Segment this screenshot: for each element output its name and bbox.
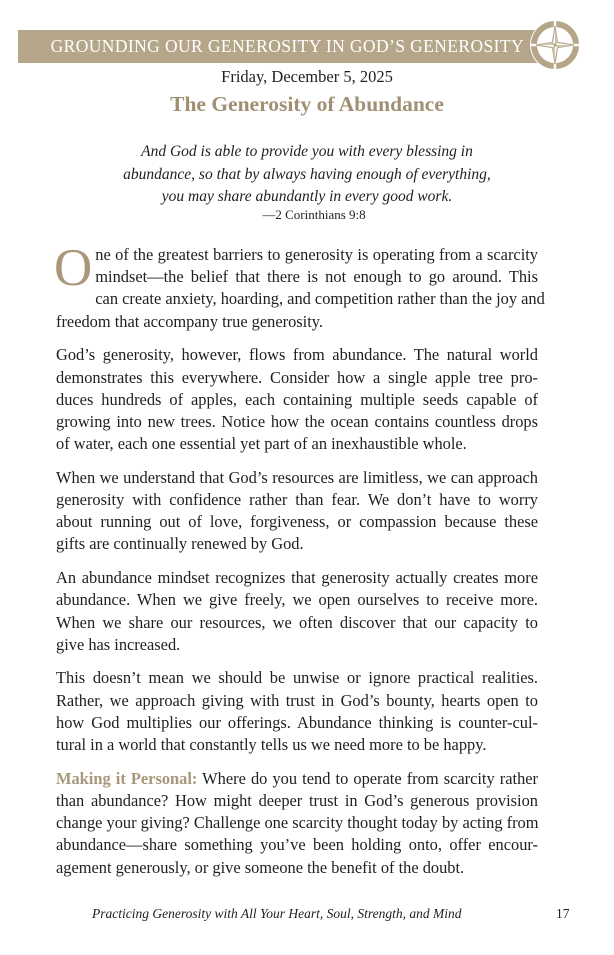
text-line: abundance—share something you’ve been holding onto, offer encour- (56, 835, 538, 855)
text-line: abundance. When we give freely, we open ourselves to receive more. (56, 590, 538, 610)
text-line: This doesn’t mean we should be unwise or ignore practical realities. (56, 668, 538, 688)
scripture-line: And God is able to provide you with every blessing in (141, 143, 473, 160)
page-number: 17 (556, 906, 570, 921)
compass-rose-icon (529, 19, 581, 71)
section-banner (18, 30, 538, 63)
text-line: tural in a world that constantly tells us we need more to be happy. (56, 735, 487, 755)
scripture-line: you may share abundantly in every good work. (161, 188, 453, 205)
drop-cap: O (54, 239, 93, 297)
paragraph-1 (54, 239, 545, 333)
text-line: how God multiplies our offerings. Abundance thinking is counter-cul- (56, 712, 538, 732)
making-it-personal-label: Making it Personal: (56, 768, 198, 788)
paragraph-5 (56, 667, 538, 756)
text-line: When we understand that God’s resources are limitless, we can approach (56, 467, 538, 487)
section-banner-text: GROUNDING OUR GENEROSITY IN GOD’S GENEROSITY (50, 36, 524, 56)
text-line: God’s generosity, however, flows from abundance. The natural world (56, 345, 538, 365)
text-line: Rather, we approach giving with trust in God’s bounty, hearts open to (56, 690, 538, 710)
paragraph-4 (56, 567, 538, 656)
text-line: give has increased. (56, 634, 181, 654)
devotional-body (54, 239, 545, 890)
text-line: generosity with confidence rather than fear. We don’t have to worry (56, 490, 538, 510)
text-line: demonstrates this everywhere. Consider how a single apple tree pro- (56, 367, 538, 387)
text-line: freedom that accompany true generosity. (56, 311, 323, 331)
text-line: gifts are continually renewed by God. (56, 534, 304, 554)
text-line: duces hundreds of apples, each containing multiple seeds capable of (56, 389, 538, 409)
text-line: change your giving? Challenge one scarcity thought today by acting from (56, 813, 539, 833)
text-line-rest: Where do you tend to operate from scarcity rather (197, 768, 538, 788)
text-line: An abundance mindset recognizes that generosity actually creates more (56, 568, 538, 588)
text-line: agement generously, or give someone the benefit of the doubt. (56, 857, 465, 877)
scripture-line: abundance, so that by always having enough of everything, (123, 165, 491, 183)
paragraph-2 (56, 344, 538, 455)
scripture-quote (60, 141, 554, 209)
text-line: of water, each one essential yet part of an inexhaustible whole. (56, 434, 467, 454)
scripture-citation: —2 Corinthians 9:8 (262, 207, 366, 222)
text-line: ne of the greatest barriers to generosity is operating from a scarcity (95, 245, 538, 264)
footer-book-title: Practicing Generosity with All Your Heart, Soul, Strength, and Mind (92, 906, 462, 921)
text-line: can create anxiety, hoarding, and competition rather than the joy and (95, 289, 545, 309)
text-line: than abundance? How might deeper trust in God’s generous provision (56, 790, 538, 810)
paragraph-3 (56, 467, 538, 556)
devotional-title: The Generosity of Abundance (170, 92, 444, 116)
making-it-personal (56, 768, 538, 879)
text-line (56, 768, 538, 790)
text-line: When we share our resources, we often discover that our capacity to (56, 612, 538, 632)
text-line: about running out of love, forgiveness, or compassion because these (56, 512, 538, 532)
devotional-date: Friday, December 5, 2025 (221, 67, 393, 86)
text-line: mindset—the belief that there is not enough to go around. This (95, 267, 538, 287)
text-line: growing into new trees. Notice how the ocean contains countless drops (56, 411, 538, 431)
